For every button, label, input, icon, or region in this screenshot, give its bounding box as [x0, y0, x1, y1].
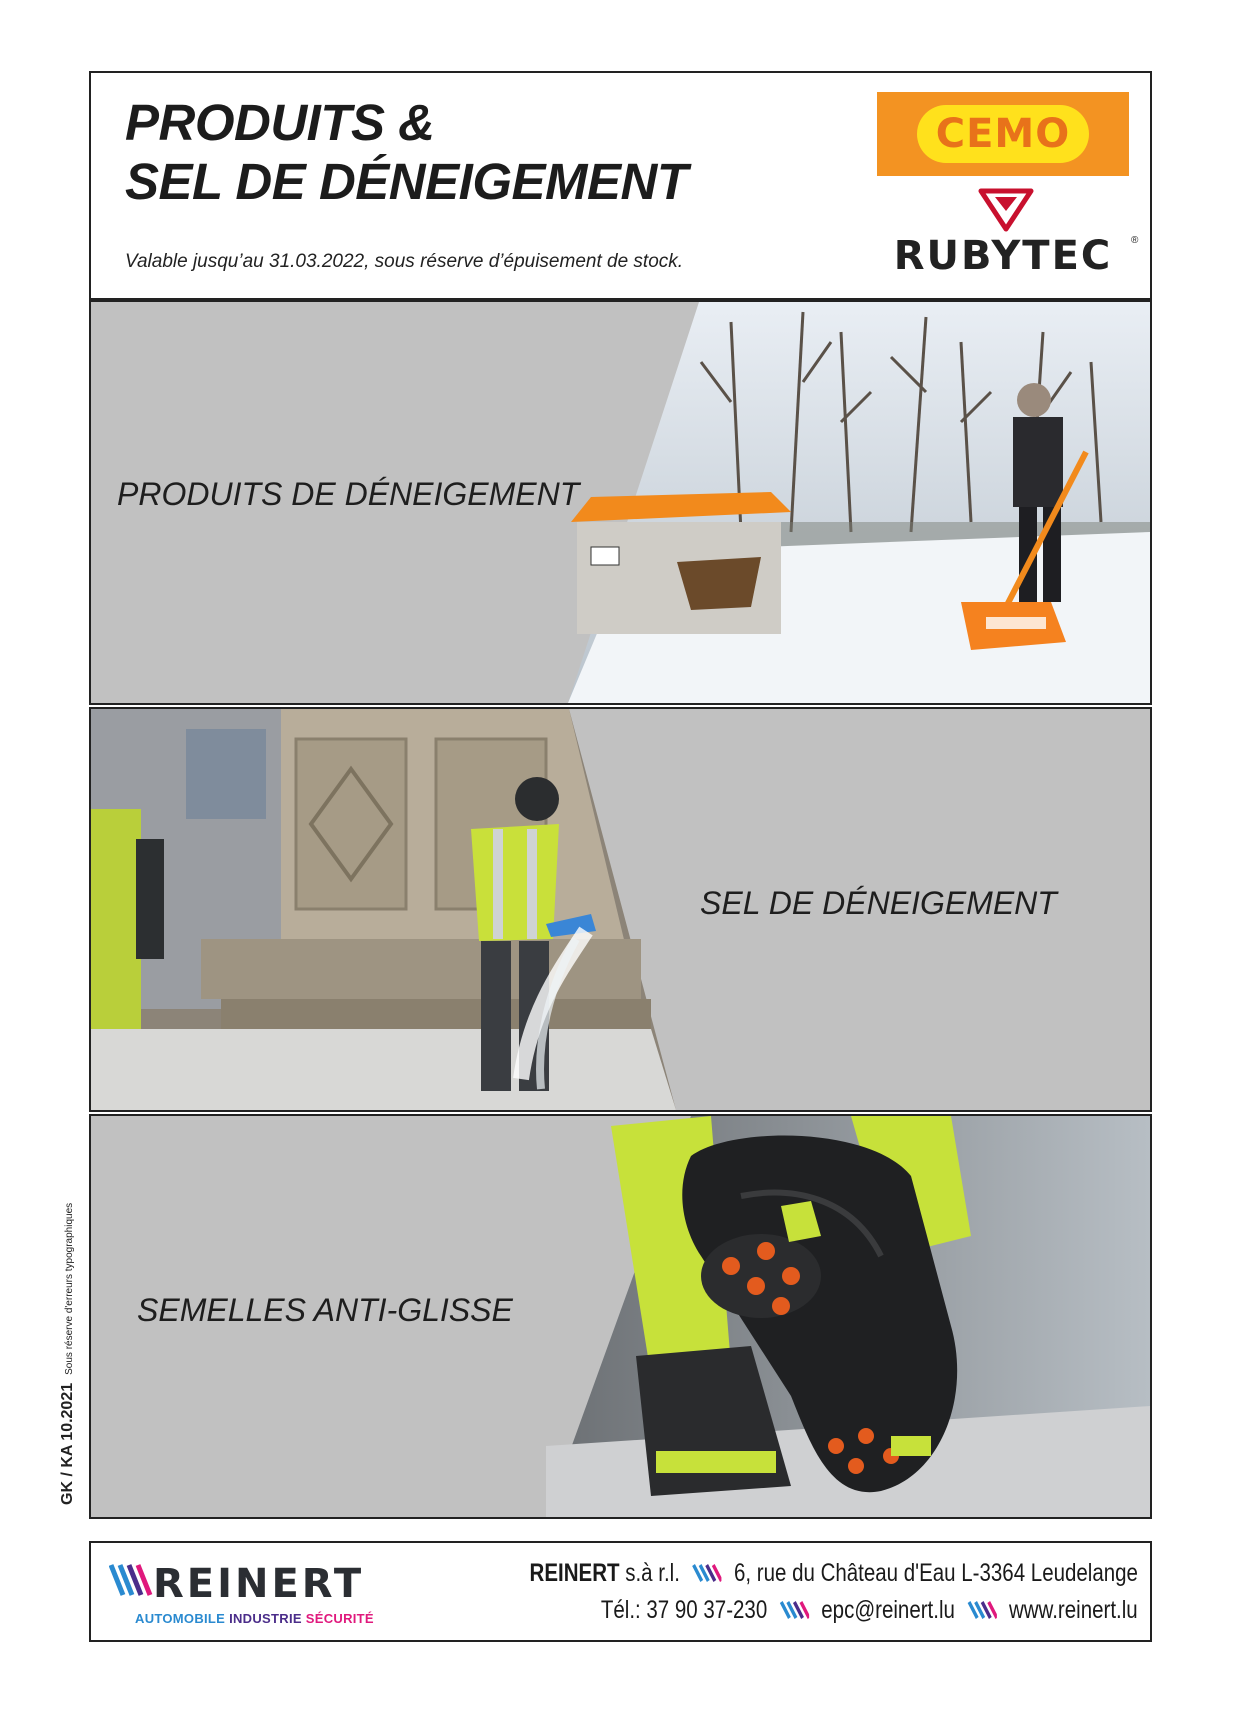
panel-label-de-icing-salt: SEL DE DÉNEIGEMENT — [700, 885, 1057, 921]
company-address: 6, rue du Château d'Eau L-3364 Leudelange — [733, 1559, 1138, 1587]
validity-note: Valable jusqu’au 31.03.2022, sous réserve d’épuisement de stock. — [125, 251, 684, 272]
cemo-logo-text: CEMO — [935, 111, 1071, 157]
header-box — [89, 71, 1152, 300]
tagline-industrie: INDUSTRIE — [229, 1611, 302, 1626]
panel-de-icing-salt — [89, 707, 1152, 1112]
rubytec-gem-icon — [975, 187, 1037, 233]
page-title — [125, 93, 687, 211]
company-name: REINERT — [529, 1559, 620, 1587]
panel-label-anti-slip-soles: SEMELLES ANTI-GLISSE — [137, 1292, 513, 1328]
panel-label-snow-products: PRODUITS DE DÉNEIGEMENT — [117, 476, 580, 512]
cemo-logo — [877, 92, 1129, 176]
company-website-link[interactable]: www.reinert.lu — [1009, 1596, 1138, 1624]
footer-box — [89, 1541, 1152, 1642]
stripe-divider-icon — [780, 1600, 810, 1620]
reinert-logo-text: REINERT — [153, 1561, 365, 1607]
rubytec-logo-text: RUBYTEC — [893, 233, 1113, 279]
company-form: s.à r.l. — [625, 1559, 680, 1587]
contact-line-phone-web — [601, 1596, 1138, 1625]
typo-disclaimer: Sous réserve d'erreurs typographiques — [64, 1202, 75, 1375]
stripe-divider-icon — [967, 1600, 997, 1620]
title-line-2: SEL DE DÉNEIGEMENT — [125, 153, 688, 210]
company-email-link[interactable]: epc@reinert.lu — [821, 1596, 956, 1624]
catalog-code: GK / KA 10.2021 — [59, 1382, 76, 1505]
cemo-logo-pill — [917, 105, 1089, 163]
company-phone[interactable]: Tél.: 37 90 37-230 — [601, 1596, 768, 1624]
title-line-1: PRODUITS & — [125, 94, 435, 151]
panel-anti-slip-soles — [89, 1114, 1152, 1519]
panel-snow-products — [89, 300, 1152, 705]
tagline-securite: SÉCURITÉ — [305, 1611, 374, 1626]
registered-mark: ® — [1131, 235, 1139, 246]
contact-line-address — [530, 1559, 1138, 1588]
stripe-divider-icon — [692, 1563, 722, 1583]
tagline-automobile: AUTOMOBILE — [135, 1611, 226, 1626]
print-reference — [59, 1203, 77, 1505]
reinert-tagline — [135, 1611, 374, 1626]
